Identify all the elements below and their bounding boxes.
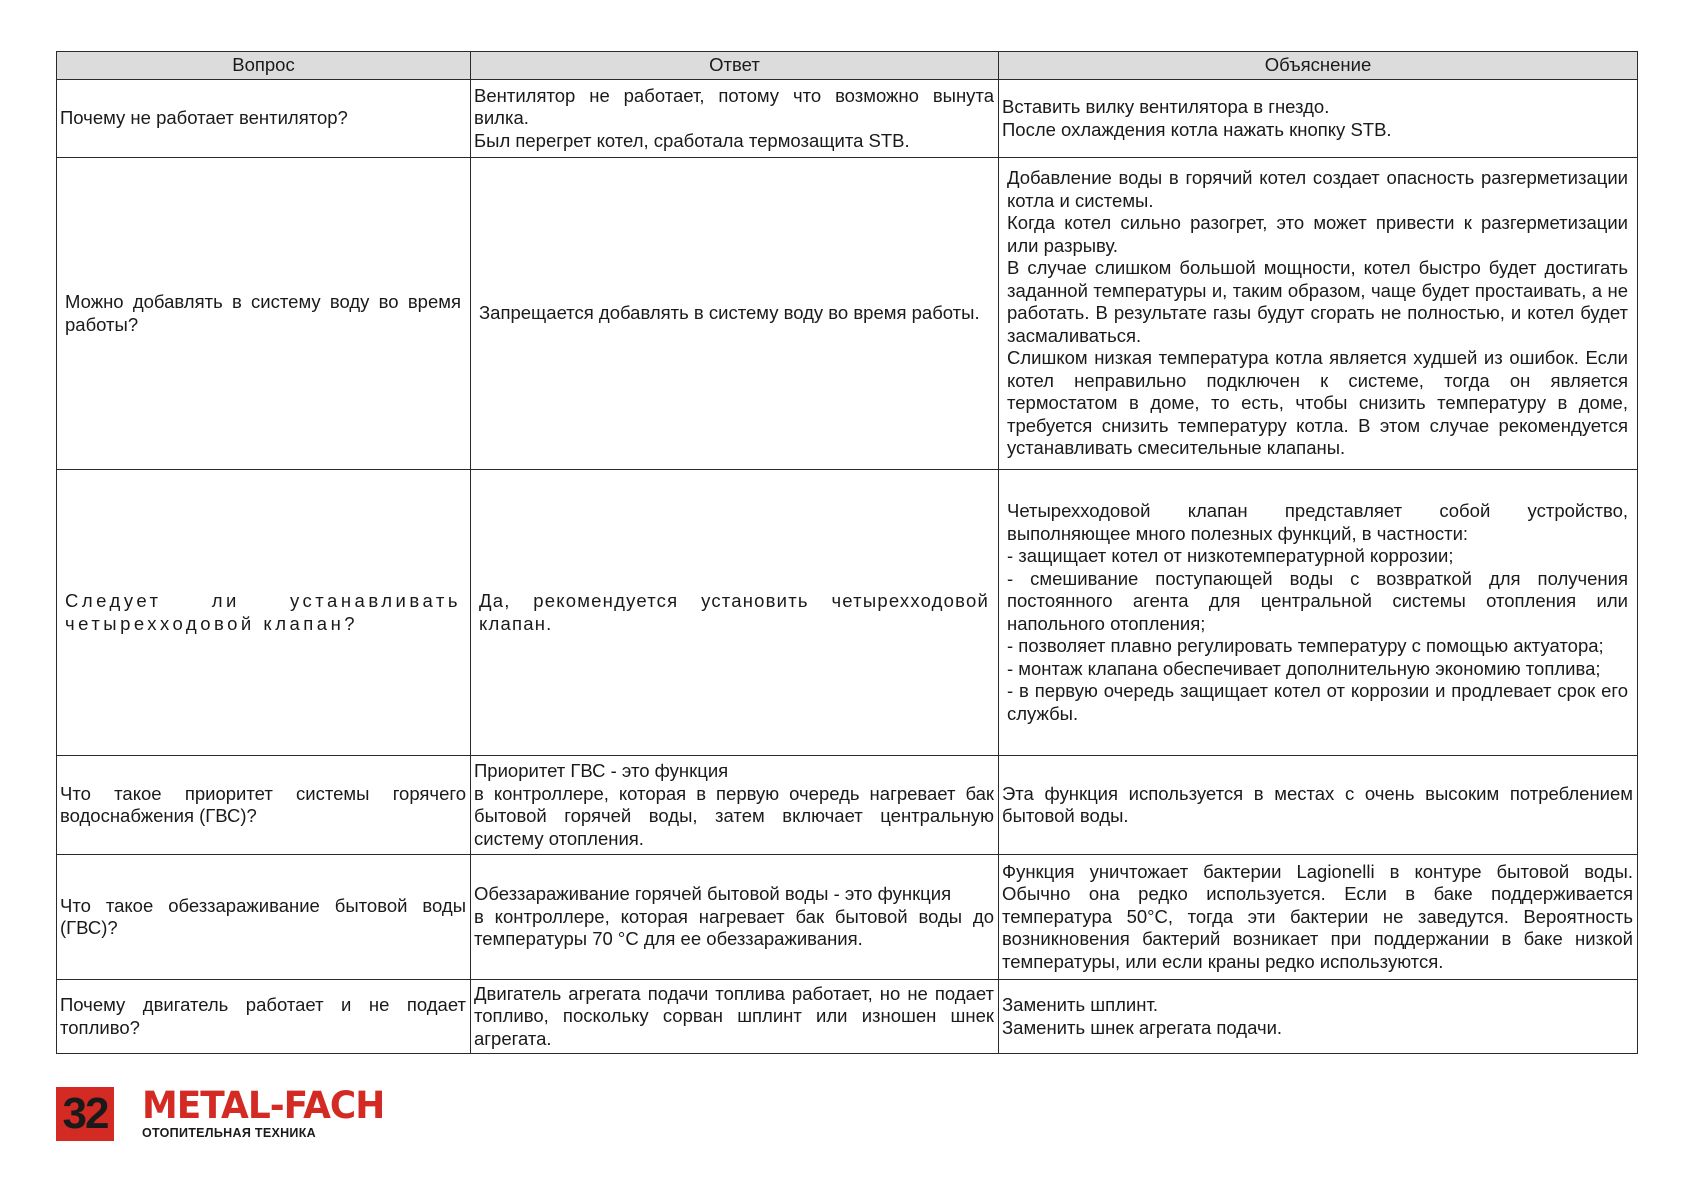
question-cell: Почему двигатель работает и не подает топливо?: [57, 980, 471, 1054]
answer-cell: Да, рекомендуется установить четырехходовой клапан.: [471, 470, 999, 756]
table-row: [57, 158, 1638, 470]
header-explanation: Объяснение: [999, 52, 1638, 80]
header-question: Вопрос: [57, 52, 471, 80]
explanation-cell: Функция уничтожает бактерии Lagionellі в контуре бытовой воды. Обычно она редко используется. Если в баке поддерживается температура 50°С, тогда эти бактерии не заведутся. Вероятность возникновения бактерий возникает при поддержании в баке низкой температуры, или если краны редко используются.: [999, 855, 1638, 980]
brand-tagline: ОТОПИТЕЛЬНАЯ ТЕХНИКА: [142, 1126, 316, 1140]
header-answer: Ответ: [471, 52, 999, 80]
question-cell: Что такое обеззараживание бытовой воды (ГВС)?: [57, 855, 471, 980]
table-row: [57, 855, 1638, 980]
question-cell: Что такое приоритет системы горячего водоснабжения (ГВС)?: [57, 756, 471, 855]
answer-cell: Приоритет ГВС - это функция в контроллере, которая в первую очередь нагревает бак бытовой горячей воды, затем включает центральную систему отопления.: [471, 756, 999, 855]
answer-cell: Вентилятор не работает, потому что возможно вынута вилка. Был перегрет котел, сработала термозащита STB.: [471, 80, 999, 158]
question-cell: Следует ли устанавливать четырехходовой клапан?: [57, 470, 471, 756]
question-cell: Почему не работает вентилятор?: [57, 80, 471, 158]
answer-cell: Запрещается добавлять в систему воду во время работы.: [471, 158, 999, 470]
table-row: [57, 756, 1638, 855]
explanation-cell: Вставить вилку вентилятора в гнездо. После охлаждения котла нажать кнопку STB.: [999, 80, 1638, 158]
question-cell: Можно добавлять в систему воду во время работы?: [57, 158, 471, 470]
table-row: [57, 80, 1638, 158]
metal-fach-logo: [142, 1084, 385, 1141]
table-row: [57, 470, 1638, 756]
faq-table: [56, 51, 1638, 1054]
table-row: [57, 980, 1638, 1054]
explanation-cell: Эта функция используется в местах с очень высоким потреблением бытовой воды.: [999, 756, 1638, 855]
brand-name: METAL-FACH: [142, 1084, 385, 1127]
explanation-cell: Добавление воды в горячий котел создает опасность разгерметизации котла и системы. Когда котел сильно разогрет, это может привести к разгерметизации или разрыву. В случае слишком большой мощности, котел быстро будет достигать заданной температуры и, таким образом, чаще будет простаивать, а не работать. В результате газы будут сгорать не полностью, и котел будет засмаливаться. Слишком низкая температура котла является худшей из ошибок. Если котел неправильно подключен к системе, тогда он является термостатом в доме, то есть, чтобы снизить температуру в доме, требуется снизить температуру котла. В этом случае рекомендуется устанавливать смесительные клапаны.: [999, 158, 1638, 470]
answer-cell: Двигатель агрегата подачи топлива работает, но не подает топливо, поскольку сорван шплинт или изношен шнек агрегата.: [471, 980, 999, 1054]
explanation-cell: Четырехходовой клапан представляет собой устройство, выполняющее много полезных функций, в частности: - защищает котел от низкотемпературной коррозии; - смешивание поступающей воды с возвраткой для получения постоянного агента для центральной системы отопления или напольного отопления; - позволяет плавно регулировать температуру с помощью актуатора; - монтаж клапана обеспечивает дополнительную экономию топлива; - в первую очередь защищает котел от коррозии и продлевает срок его службы.: [999, 470, 1638, 756]
answer-cell: Обеззараживание горячей бытовой воды - это функция в контроллере, которая нагревает бак бытовой воды до температуры 70 °С для ее обеззараживания.: [471, 855, 999, 980]
page-number: 32: [56, 1087, 114, 1141]
explanation-cell: Заменить шплинт. Заменить шнек агрегата подачи.: [999, 980, 1638, 1054]
table-header-row: [57, 52, 1638, 80]
